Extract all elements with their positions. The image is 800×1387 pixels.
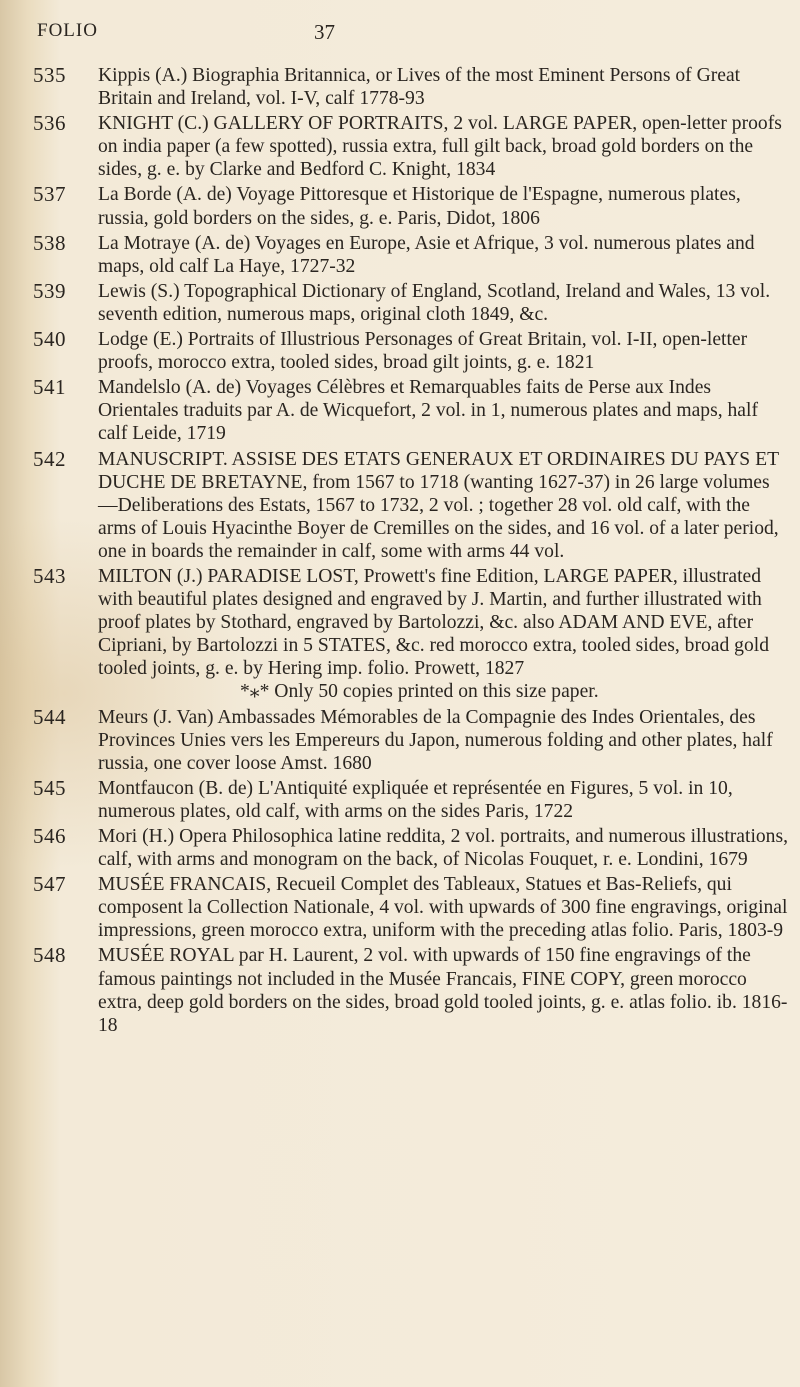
lot-number: 538 bbox=[33, 230, 66, 255]
lot-entry bbox=[0, 376, 800, 445]
lot-list bbox=[0, 64, 800, 1039]
lot-number: 535 bbox=[33, 63, 66, 87]
lot-number: 537 bbox=[33, 182, 66, 207]
page-header bbox=[0, 14, 800, 44]
page-number: 37 bbox=[314, 20, 335, 44]
lot-description: Kippis (A.) Biographia Britannica, or Lives of the most Eminent Persons of Great Britain and Ireland, vol. I-V, calf 1778-93 bbox=[98, 65, 741, 110]
lot-description: Mori (H.) Opera Philosophica latine reddita, 2 vol. portraits, and numerous illustrations, calf, with arms and monogram on the back, of Nicolas Fouquet, r. e. Londini, 1679 bbox=[98, 826, 789, 871]
lot-number: 536 bbox=[33, 111, 66, 136]
lot-entry bbox=[0, 280, 800, 326]
lot-description: MANUSCRIPT. ASSISE DES ETATS GENERAUX ET ORDINAIRES DU PAYS ET DUCHE DE BRETAYNE, from 1567 to 1718 (wanting 1627-37) in 26 large volumes—Deliberations des Estats, 1567 to 1732, 2 vol. ; together 28 vol. old calf, with the arms of Louis Hyacinthe Boyer de Cremilles on the sides, and 16 vol. of a later period, one in boards the remainder in calf, some with arms 44 vol. bbox=[98, 448, 779, 562]
lot-description: Lewis (S.) Topographical Dictionary of England, Scotland, Ireland and Wales, 13 vol. seventh edition, numerous maps, original cloth 1849, &c. bbox=[98, 280, 771, 325]
lot-description: Meurs (J. Van) Ambassades Mémorables de la Compagnie des Indes Orientales, des Provinces Unies vers les Empereurs du Japon, numerous folding and other plates, half russia, one cover loose Amst. 1680 bbox=[98, 706, 773, 774]
lot-description: KNIGHT (C.) GALLERY OF PORTRAITS, 2 vol. LARGE PAPER, open-letter proofs on india paper (a few spotted), russia extra, full gilt back, broad gold borders on the sides, g. e. by Clarke and Bedford C. Knight, 1834 bbox=[98, 113, 782, 181]
lot-entry bbox=[0, 448, 800, 563]
lot-number: 541 bbox=[33, 375, 66, 400]
lot-entry bbox=[0, 777, 800, 823]
lot-entry bbox=[0, 944, 800, 1036]
lot-description: La Borde (A. de) Voyage Pittoresque et Historique de l'Espagne, numerous plates, russia, gold borders on the sides, g. e. Paris, Didot, 1806 bbox=[98, 184, 741, 229]
lot-number: 542 bbox=[33, 446, 66, 471]
lot-description: Lodge (E.) Portraits of Illustrious Personages of Great Britain, vol. I-II, open-letter proofs, morocco extra, tooled sides, broad gilt joints, g. e. 1821 bbox=[98, 329, 748, 374]
lot-number: 547 bbox=[33, 872, 66, 897]
lot-number: 543 bbox=[33, 563, 66, 588]
lot-note: *⁎* Only 50 copies printed on this size paper. bbox=[240, 681, 599, 703]
lot-description: Montfaucon (B. de) L'Antiquité expliquée et représentée en Figures, 5 vol. in 10, numerous plates, old calf, with arms on the sides Paris, 1722 bbox=[98, 777, 733, 822]
lot-entry bbox=[0, 183, 800, 229]
lot-entry bbox=[0, 825, 800, 871]
lot-entry bbox=[0, 565, 800, 704]
lot-description: MUSÉE ROYAL par H. Laurent, 2 vol. with upwards of 150 fine engravings of the famous paintings not included in the Musée Francais, FINE COPY, green morocco extra, deep gold borders on the sides, broad gold tooled joints, g. e. atlas folio. ib. 1816-18 bbox=[98, 945, 788, 1036]
lot-entry bbox=[0, 706, 800, 775]
lot-number: 540 bbox=[33, 327, 66, 352]
lot-entry bbox=[0, 328, 800, 374]
lot-entry bbox=[0, 232, 800, 278]
lot-number: 548 bbox=[33, 943, 66, 968]
lot-description: La Motraye (A. de) Voyages en Europe, Asie et Afrique, 3 vol. numerous plates and maps, old calf La Haye, 1727-32 bbox=[98, 232, 755, 277]
lot-number: 546 bbox=[33, 824, 66, 848]
lot-number: 539 bbox=[33, 278, 66, 303]
folio-label: FOLIO bbox=[37, 20, 98, 41]
lot-number: 545 bbox=[33, 775, 66, 800]
lot-description: MUSÉE FRANCAIS, Recueil Complet des Tableaux, Statues et Bas-Reliefs, qui composent la Collection Nationale, 4 vol. with upwards of 300 fine engravings, original impressions, green morocco extra, uniform with the preceding atlas folio. Paris, 1803-9 bbox=[98, 874, 788, 942]
lot-entry bbox=[0, 873, 800, 942]
lot-description: Mandelslo (A. de) Voyages Célèbres et Remarquables faits de Perse aux Indes Orientales traduits par A. de Wicquefort, 2 vol. in 1, numerous plates and maps, half calf Leide, 1719 bbox=[98, 377, 758, 445]
lot-entry bbox=[0, 112, 800, 181]
lot-description: MILTON (J.) PARADISE LOST, Prowett's fine Edition, LARGE PAPER, illustrated with beautiful plates designed and engraved by J. Martin, and further illustrated with proof plates by Stothard, engraved by Bartolozzi, &c. also ADAM AND EVE, after Cipriani, by Bartolozzi in 5 STATES, &c. red morocco extra, tooled sides, broad gold tooled joints, g. e. by Hering imp. folio. Prowett, 1827 bbox=[98, 565, 770, 680]
lot-entry bbox=[0, 64, 800, 110]
lot-number: 544 bbox=[33, 704, 66, 729]
